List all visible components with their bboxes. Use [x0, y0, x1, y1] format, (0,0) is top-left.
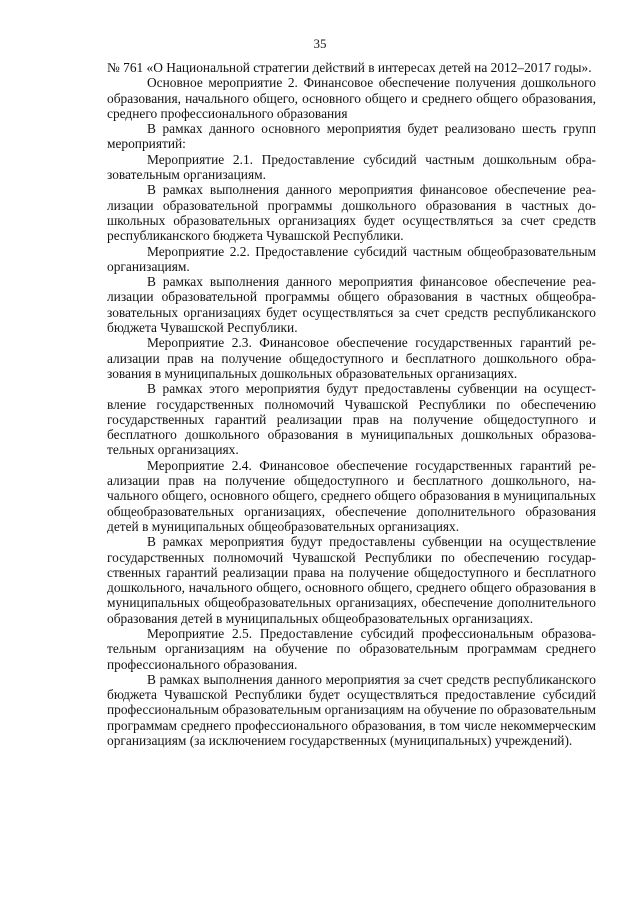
page-number: 35	[313, 36, 327, 51]
paragraph: В рамках выполнения данного мероприятия финансовое обеспечение реализации образовательной программы дошкольного образования в частных дошкольных образовательных организациях будет осуществляться за счет средств республиканского бюджета Чувашской Республики.	[107, 182, 596, 244]
paragraph: В рамках мероприятия будут предоставлены субвенции на осуществление государственных полномочий Чувашской Республики по обеспечению государственных гарантий реализации права на получение общедоступного и бесплатного дошкольного, начального общего, основного общего, среднего общего образования в муниципальных общеобразовательных организациях, обеспечение дополнительного образования детей в муниципальных общеобразовательных организациях.	[107, 534, 596, 626]
paragraph: В рамках выполнения данного мероприятия финансовое обеспечение реализации образовательной программы общего образования в частных общеобразовательных организациях будет осуществляться за счет средств республиканского бюджета Чувашской Республики.	[107, 274, 596, 336]
paragraph: № 761 «О Национальной стратегии действий в интересах детей на 2012–2017 годы».	[107, 60, 592, 75]
paragraph: Мероприятие 2.3. Финансовое обеспечение государственных гарантий реализации прав на получение общедоступного и бесплатного дошкольного образования в муниципальных дошкольных образовательных организациях.	[107, 335, 596, 381]
paragraph: Основное мероприятие 2. Финансовое обеспечение получения дошкольного образования, начального общего, основного общего и среднего общего образования, среднего профессионального образования	[107, 75, 596, 121]
document-body	[107, 60, 596, 748]
paragraph: Мероприятие 2.4. Финансовое обеспечение государственных гарантий реализации прав на получение общедоступного и бесплатного дошкольного, начального общего, основного общего, среднего общего образования в муниципальных общеобразовательных организациях, обеспечение дополнительного образования детей в муниципальных общеобразовательных организациях.	[107, 457, 596, 534]
paragraph: В рамках выполнения данного мероприятия за счет средств республиканского бюджета Чувашской Республики будет осуществляться предоставление субсидий профессиональным образовательным организациям на обучение по образовательным программам среднего профессионального образования, в том числе некоммерческим организациям (за исключением государственных (муниципальных) учреждений).	[107, 671, 597, 749]
paragraph: В рамках данного основного мероприятия будет реализовано шесть групп мероприятий:	[107, 121, 596, 152]
paragraph: Мероприятие 2.2. Предоставление субсидий частным общеобразовательным организациям.	[107, 243, 596, 274]
paragraph: В рамках этого мероприятия будут предоставлены субвенции на осуществление государственных полномочий Чувашской Республики по обеспечению государственных гарантий реализации прав на получение общедоступного и бесплатного дошкольного образования в муниципальных дошкольных образовательных организациях.	[107, 381, 596, 458]
paragraph: Мероприятие 2.5. Предоставление субсидий профессиональным образовательным организациям на обучение по образовательным программам среднего профессионального образования.	[107, 625, 596, 672]
paragraph: Мероприятие 2.1. Предоставление субсидий частным дошкольным образовательным организациям.	[107, 151, 596, 183]
